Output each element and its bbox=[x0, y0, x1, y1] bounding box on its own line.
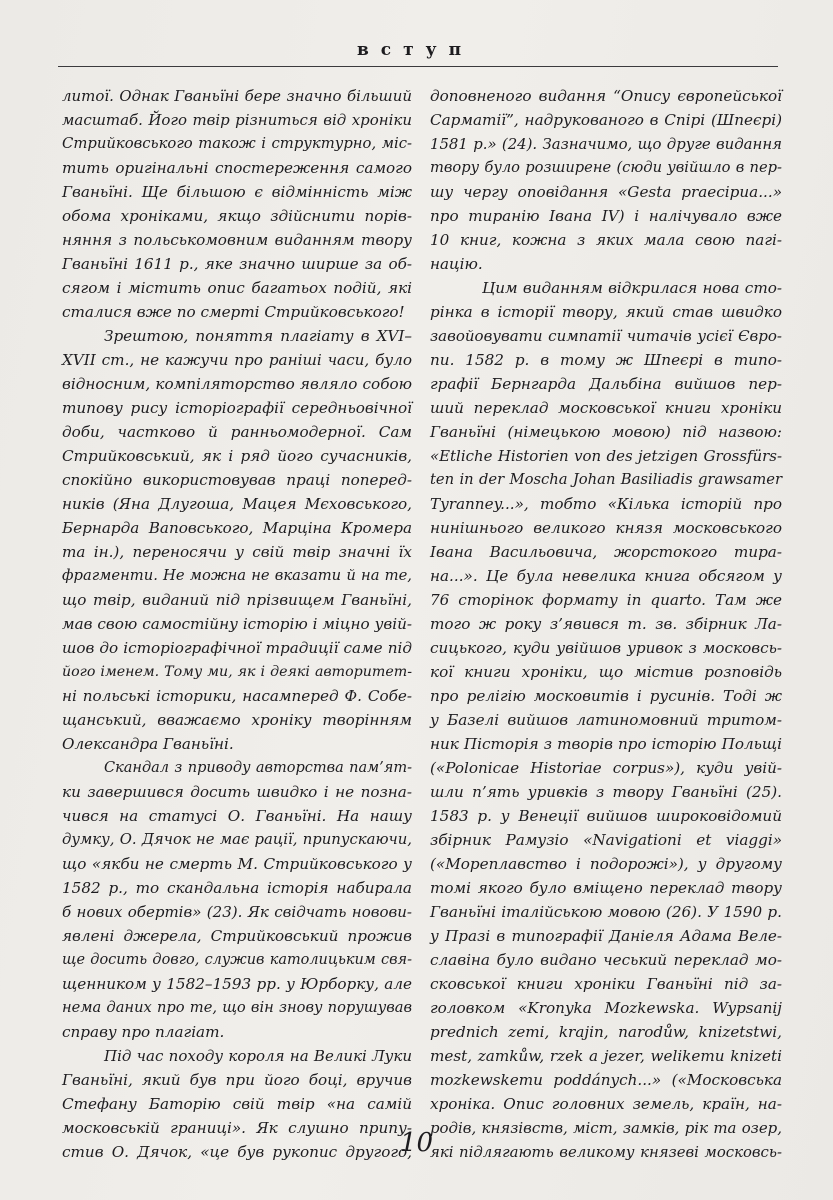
text-line: його іменем. Тому ми, як і деякі авторитет- bbox=[62, 664, 412, 680]
text-line: prednich zemi, krajin, narodůw, knizetstwi, bbox=[430, 1023, 782, 1041]
text-line: графії Бернгарда Дальбіна вийшов пер- bbox=[430, 375, 782, 393]
text-line: б нових обертів» (23). Як свідчать новови- bbox=[62, 903, 412, 921]
text-line: 1581 р.» (24). Зазначимо, що друге видання bbox=[430, 135, 782, 153]
text-line: ten in der Moscha Johan Basiliadis grawsamer bbox=[430, 471, 782, 488]
text-line: Гваньїні (німецькою мовою) під назвою: bbox=[430, 423, 782, 441]
text-line: сковської книги хроніки Гваньїні під за- bbox=[430, 975, 782, 993]
text-line: ки завершився досить швидко і не позна- bbox=[62, 783, 412, 801]
text-line: ший переклад московської книги хроніки bbox=[430, 399, 782, 417]
text-line: явлені джерела, Стрийковський прожив bbox=[62, 927, 412, 945]
text-line: славіна було видано чеський переклад мо- bbox=[430, 951, 782, 969]
text-line: Скандал з приводу авторства пам’ят- bbox=[104, 760, 412, 776]
text-line: твору було розширене (сюди увійшло в пер- bbox=[430, 159, 782, 176]
text-line: та ін.), переносячи у свій твір значні їх bbox=[62, 543, 412, 561]
text-line: Цим виданням відкрилася нова сто- bbox=[482, 279, 782, 297]
text-line: сягом і містить опис багатьох подій, які bbox=[62, 279, 412, 297]
text-line: нема даних про те, що він знову порушував bbox=[62, 999, 412, 1016]
text-line: mest, zamkůw, rzek a jezer, welikemu knizeti bbox=[430, 1047, 782, 1065]
text-line: пи. 1582 р. в тому ж Шпеєрі в типо- bbox=[430, 351, 782, 369]
text-line: у Празі в типографії Даніеля Адама Веле- bbox=[430, 927, 782, 945]
text-line: томі якого було вміщено переклад твору bbox=[430, 879, 782, 897]
text-line: Зрештою, поняття плагіату в XVI– bbox=[104, 327, 412, 345]
text-line: думку, О. Дячок не має рації, припускаючи, bbox=[62, 831, 412, 848]
text-line: шли п’ять уривків з твору Гваньїні (25). bbox=[430, 783, 782, 801]
text-line: фрагменти. Не можна не вказати й на те, bbox=[62, 567, 412, 584]
text-line: спокійно використовував праці поперед- bbox=[62, 471, 412, 489]
text-line: Tyranney...», тобто «Кілька історій про bbox=[430, 495, 782, 513]
page-number: 10 bbox=[399, 1128, 434, 1158]
text-line: Сарматії”, надрукованого в Спірі (Шпеєрі) bbox=[430, 111, 782, 129]
text-line: Гваньїні італійською мовою (26). У 1590 р. bbox=[430, 903, 782, 921]
text-line: рінка в історії твору, який став швидко bbox=[430, 303, 782, 321]
text-line: про релігію московитів і русинів. Тоді ж bbox=[430, 687, 782, 705]
text-line: 1583 р. у Венеції вийшов широковідомий bbox=[430, 807, 782, 825]
text-line: «Etliche Historien von des jetzigen Grossfürs- bbox=[430, 447, 782, 465]
text-line: нинішнього великого князя московського bbox=[430, 519, 782, 537]
text-line: Гваньїні, який був при його боці, вручив bbox=[62, 1071, 412, 1089]
text-line: Олександра Гваньїні. bbox=[62, 735, 234, 753]
text-line: мав свою самостійну історію і міцно увій- bbox=[62, 615, 412, 633]
text-line: стив О. Дячок, «це був рукопис другого, bbox=[62, 1143, 412, 1161]
text-line: 76 сторінок формату in quarto. Там же bbox=[430, 591, 782, 609]
text-line: ник Пісторія з творів про історію Польщі bbox=[430, 735, 782, 753]
text-line: у Базелі вийшов латиномовний тритом- bbox=[430, 711, 782, 729]
text-line: сталися вже по смерті Стрийковського! bbox=[62, 303, 405, 321]
text-line: чився на статусі О. Гваньїні. На нашу bbox=[62, 807, 412, 825]
text-line: на...». Це була невелика книга обсягом у bbox=[430, 567, 782, 585]
text-line: ників (Яна Длугоша, Мацея Мєховського, bbox=[62, 495, 412, 513]
text-line: («Polonicae Historiae corpus»), куди увій- bbox=[430, 759, 782, 777]
text-line: щенником у 1582–1593 рр. у Юрборку, але bbox=[62, 975, 412, 993]
text-line: («Мореплавство і подорожі»), у другому bbox=[430, 855, 782, 873]
left-text-column bbox=[62, 84, 412, 1164]
text-line: литої. Однак Гваньїні бере значно більший bbox=[62, 87, 412, 105]
text-line: головком «Kronyka Mozkewska. Wypsanij bbox=[430, 999, 782, 1017]
text-line: кої книги хроніки, що містив розповідь bbox=[430, 663, 782, 681]
text-line: ще досить довго, служив католицьким свя- bbox=[62, 952, 412, 968]
text-line: 1582 р., то скандальна історія набирала bbox=[62, 879, 412, 897]
text-line: шу чергу оповідання «Gesta praecipua...» bbox=[430, 183, 782, 201]
text-line: обома хроніками, якщо здійснити порів- bbox=[62, 207, 412, 225]
text-line: московській границі». Як слушно припу- bbox=[62, 1119, 412, 1137]
text-line: Стрийковський, як і ряд його сучасників, bbox=[62, 447, 412, 465]
text-line: шов до історіографічної традиції саме під bbox=[62, 639, 412, 657]
text-line: Стефану Баторію свій твір «на самій bbox=[62, 1095, 412, 1113]
text-line: націю. bbox=[430, 255, 483, 273]
text-line: тить оригінальні спостереження самого bbox=[62, 159, 412, 177]
text-line: Гваньїні 1611 р., яке значно ширше за об- bbox=[62, 255, 412, 273]
text-line: завойовувати симпатії читачів усієї Євро- bbox=[430, 327, 782, 345]
text-line: типову рису історіографії середньовічної bbox=[62, 399, 412, 417]
text-line: які підлягають великому князеві московсь- bbox=[430, 1143, 782, 1161]
text-line: відносним, компіляторство являло собою bbox=[62, 375, 412, 393]
text-line: щанський, вважаємо хроніку творінням bbox=[62, 711, 412, 729]
header-rule bbox=[58, 66, 778, 67]
text-line: ні польські історики, насамперед Ф. Собе- bbox=[62, 687, 412, 705]
text-line: доповненого видання “Опису європейської bbox=[430, 87, 782, 105]
text-line: Бернарда Ваповського, Марціна Кромера bbox=[62, 519, 412, 537]
right-text-column bbox=[430, 84, 782, 1164]
running-head: вступ bbox=[356, 40, 474, 60]
text-line: того ж року з’явився т. зв. збірник Ла- bbox=[430, 615, 782, 633]
text-line: Стрийковського також і структурно, міс- bbox=[62, 135, 412, 152]
text-line: Гваньїні. Ще більшою є відмінність між bbox=[62, 183, 412, 201]
text-line: няння з польськомовним виданням твору bbox=[62, 231, 412, 249]
text-line: 10 книг, кожна з яких мала свою пагі- bbox=[430, 231, 782, 249]
text-line: доби, частково й ранньомодерної. Сам bbox=[62, 423, 412, 441]
text-line: Івана Васильовича, жорстокого тира- bbox=[430, 543, 782, 561]
text-line: справу про плагіат. bbox=[62, 1023, 225, 1041]
text-line: масштаб. Його твір різниться від хроніки bbox=[62, 111, 412, 129]
text-line: сицького, куди увійшов уривок з московсь- bbox=[430, 639, 782, 657]
text-line: Під час походу короля на Великі Луки bbox=[104, 1047, 412, 1065]
text-line: mozkewskemu poddánych...» («Московська bbox=[430, 1071, 782, 1089]
text-line: що «якби не смерть М. Стрийковського у bbox=[62, 855, 412, 873]
text-line: що твір, виданий під прізвищем Гваньїні, bbox=[62, 591, 412, 609]
text-line: про тиранію Івана IV) і налічувало вже bbox=[430, 207, 782, 225]
text-line: збірник Рамузіо «Navigationi et viaggi» bbox=[430, 831, 782, 849]
text-line: родів, князівств, міст, замків, рік та озер, bbox=[430, 1119, 782, 1137]
text-line: хроніка. Опис головних земель, країн, на- bbox=[430, 1095, 782, 1113]
text-line: XVII ст., не кажучи про раніші часи, було bbox=[62, 351, 412, 369]
